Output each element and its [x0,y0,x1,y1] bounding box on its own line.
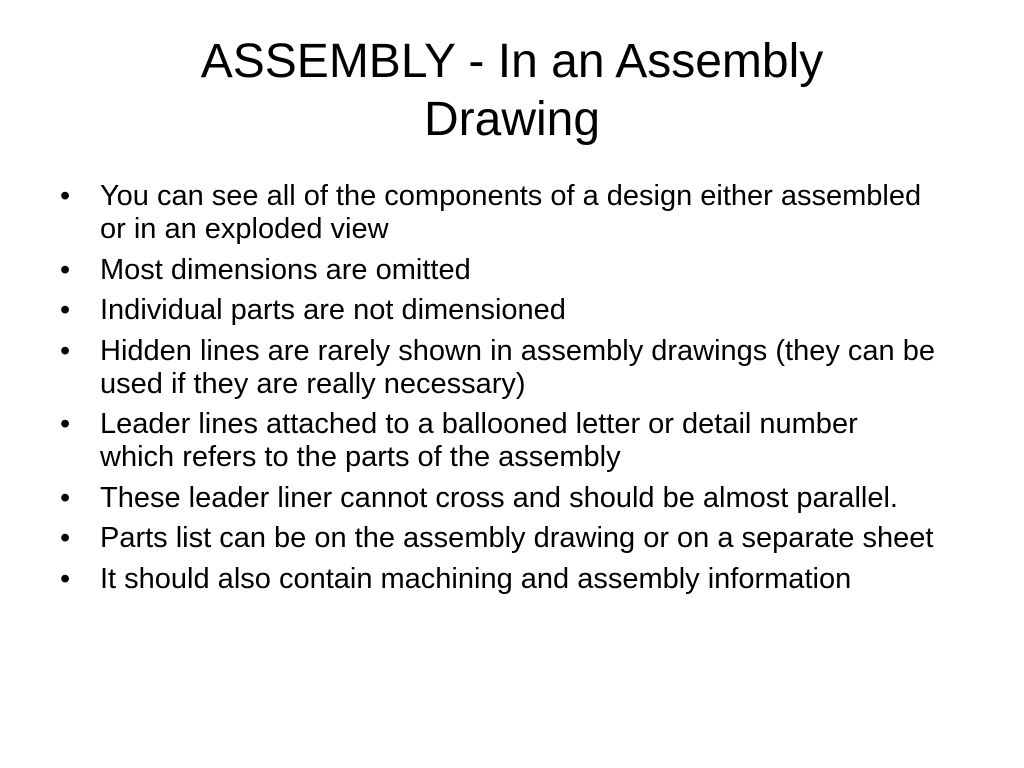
bullet-text: You can see all of the components of a design either assembled or in an exploded view [100,180,922,245]
bullet-item [56,522,936,555]
bullet-icon: • [60,180,71,212]
bullet-icon: • [60,253,71,286]
slide-title-line-2: Drawing [423,93,601,146]
bullet-item [56,254,936,287]
bullet-item [56,563,936,596]
slide-title [80,33,944,149]
bullet-item [56,294,936,327]
bullet-item [56,408,936,474]
bullet-item [56,482,936,515]
bullet-text: It should also contain machining and assembly information [100,562,852,595]
bullet-text: Most dimensions are omitted [100,253,471,286]
bullet-text: Parts list can be on the assembly drawing or on a separate sheet [100,522,934,554]
bullet-icon: • [60,481,71,514]
bullet-text: Hidden lines are rarely shown in assembly drawings (they can be used if they are really necessary) [100,334,935,400]
slide-title-line-1: ASSEMBLY - In an Assembly [200,35,824,88]
bullet-text: Individual parts are not dimensioned [100,294,566,326]
bullet-text: Leader lines attached to a ballooned letter or detail number which refers to the parts of the assembly [100,408,858,473]
bullet-item [56,335,936,401]
bullet-icon: • [60,334,71,367]
bullet-icon: • [60,562,71,595]
bullet-icon: • [60,522,71,554]
bullet-icon: • [60,294,71,326]
bullet-icon: • [60,408,71,440]
bullet-text: These leader liner cannot cross and should be almost parallel. [100,481,898,514]
bullet-list [56,180,936,603]
bullet-item [56,180,936,246]
